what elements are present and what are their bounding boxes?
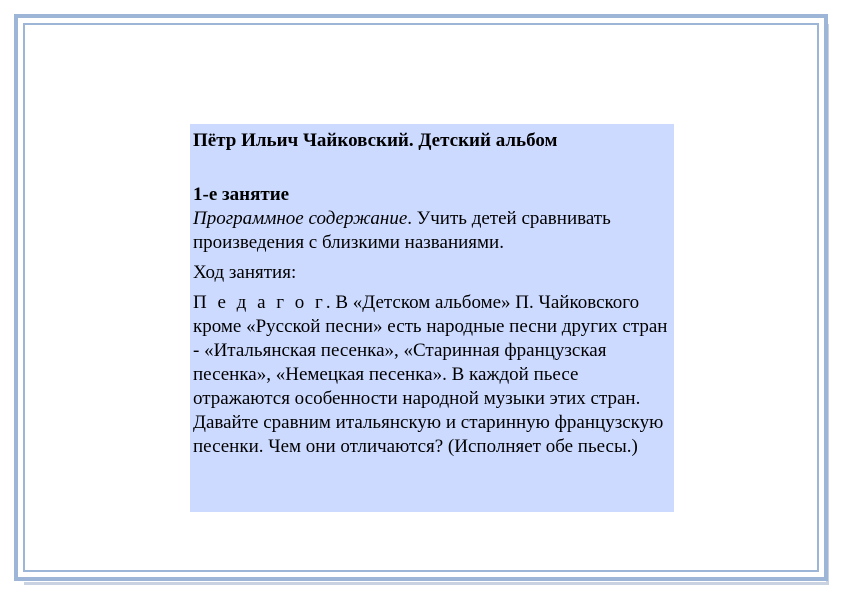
program-label: Программное содержание bbox=[193, 208, 408, 229]
course-label: Ход занятия: bbox=[193, 262, 297, 283]
teacher-paragraph bbox=[193, 291, 672, 459]
document-title: Пётр Ильич Чайковский. Детский альбом bbox=[193, 130, 558, 151]
program-paragraph bbox=[193, 207, 672, 255]
lesson-text-box bbox=[190, 124, 674, 512]
title-spacer bbox=[193, 153, 672, 183]
program-text: . Учить детей сравнивать произведения с близкими названиями. bbox=[193, 208, 611, 253]
lesson-heading: 1-е занятие bbox=[193, 184, 290, 205]
teacher-text: . В «Детском альбоме» П. Чайковского кроме «Русской песни» есть народные песни других стран - «Итальянская песенка», «Старинная французская песенка», «Немецкая песенка». В каждой пьесе отражаются особенности народной музыки этих стран. Давайте сравним итальянскую и старинную французскую песенки. Чем они отличаются? (Исполняет обе пьесы.) bbox=[193, 292, 668, 457]
frame-shadow-bottom bbox=[24, 582, 826, 585]
teacher-label: П е д а г о г bbox=[193, 292, 326, 313]
